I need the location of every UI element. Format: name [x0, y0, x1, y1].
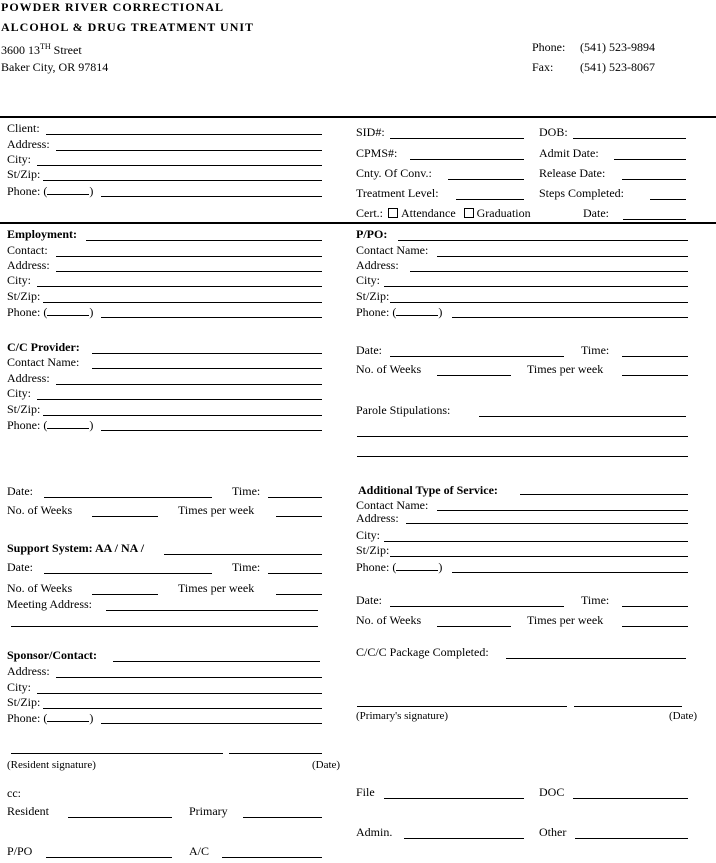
additional-weeks-field[interactable]: [437, 626, 511, 627]
support-time-field[interactable]: [268, 573, 322, 574]
client-phone-field[interactable]: [101, 196, 322, 197]
employment-city-field[interactable]: [37, 286, 322, 287]
treatment-level-field[interactable]: [456, 199, 524, 200]
additional-date-field[interactable]: [390, 606, 564, 607]
client-phone-label: Phone: ( ): [7, 184, 94, 198]
additional-address-field[interactable]: [406, 523, 688, 524]
doc-copy-label: DOC: [539, 785, 565, 799]
additional-time-label: Time:: [581, 593, 610, 607]
cc-address-field[interactable]: [56, 384, 322, 385]
employment-contact-label: Contact:: [7, 243, 48, 257]
employment-city-label: City:: [7, 273, 32, 287]
resident-copy-label: Resident: [7, 804, 49, 818]
city-state-zip: Baker City, OR 97814: [1, 60, 109, 74]
cert-row: Cert.: Attendance Graduation: [356, 206, 531, 220]
resident-date-line[interactable]: [229, 753, 322, 754]
client-address-field[interactable]: [56, 150, 322, 151]
additional-contact-label: Contact Name:: [356, 498, 429, 512]
phone-number: (541) 523-9894: [580, 40, 655, 54]
cpms-label: CPMS#:: [356, 146, 398, 160]
release-date-field[interactable]: [622, 179, 686, 180]
cc-provider-field[interactable]: [92, 353, 322, 354]
phone-label: Phone:: [532, 40, 566, 54]
support-time-label: Time:: [232, 560, 261, 574]
cc-provider-title: C/C Provider:: [7, 340, 80, 354]
ppo-times-field[interactable]: [622, 375, 688, 376]
other-copy-field[interactable]: [575, 838, 688, 839]
admin-copy-field[interactable]: [404, 838, 524, 839]
cpms-field[interactable]: [410, 159, 524, 160]
cc-address-label: Address:: [7, 371, 50, 385]
cc-times-field[interactable]: [276, 516, 322, 517]
primary-date-line[interactable]: [574, 706, 682, 707]
ppo-stzip-field[interactable]: [390, 302, 688, 303]
sponsor-address-label: Address:: [7, 664, 50, 678]
additional-city-label: City:: [356, 528, 381, 542]
graduation-checkbox[interactable]: [464, 208, 474, 218]
client-field[interactable]: [46, 134, 322, 135]
primary-copy-field[interactable]: [243, 817, 322, 818]
sponsor-city-label: City:: [7, 680, 32, 694]
additional-city-field[interactable]: [384, 541, 688, 542]
fax-label: Fax:: [532, 60, 554, 74]
client-city-field[interactable]: [37, 165, 322, 166]
parole-field-1[interactable]: [479, 416, 686, 417]
ppo-contact-label: Contact Name:: [356, 243, 429, 257]
ppo-stzip-label: St/Zip:: [356, 289, 390, 303]
sponsor-stzip-label: St/Zip:: [7, 695, 41, 709]
ppo-time-field[interactable]: [622, 356, 688, 357]
support-weeks-label: No. of Weeks: [7, 581, 73, 595]
meeting-address-field[interactable]: [106, 610, 318, 611]
ppo-address-field[interactable]: [410, 271, 688, 272]
employment-stzip-field[interactable]: [43, 302, 322, 303]
county-field[interactable]: [448, 179, 524, 180]
ppo-copy-field[interactable]: [46, 857, 172, 858]
steps-completed-label: Steps Completed:: [539, 186, 624, 200]
cc-date-label: Date:: [7, 484, 33, 498]
cc-date-field[interactable]: [44, 497, 212, 498]
employment-address-label: Address:: [7, 258, 50, 272]
ppo-city-field[interactable]: [384, 286, 688, 287]
additional-stzip-label: St/Zip:: [356, 543, 390, 557]
unit-name: ALCOHOL & DRUG TREATMENT UNIT: [1, 20, 255, 34]
parole-label: Parole Stipulations:: [356, 403, 451, 417]
sponsor-address-field[interactable]: [56, 677, 322, 678]
client-address-label: Address:: [7, 137, 50, 151]
ppo-city-label: City:: [356, 273, 381, 287]
client-city-label: City:: [7, 152, 32, 166]
dob-field[interactable]: [573, 138, 686, 139]
ppo-weeks-label: No. of Weeks: [356, 362, 422, 376]
ppo-field[interactable]: [398, 240, 688, 241]
sponsor-stzip-field[interactable]: [43, 708, 322, 709]
doc-copy-field[interactable]: [573, 798, 688, 799]
ppo-weeks-field[interactable]: [437, 375, 511, 376]
cc-weeks-label: No. of Weeks: [7, 503, 73, 517]
ppo-phone-label: Phone: ( ): [356, 305, 443, 319]
release-date-label: Release Date:: [539, 166, 606, 180]
ppo-date-field[interactable]: [390, 356, 564, 357]
sponsor-phone-field[interactable]: [101, 723, 322, 724]
additional-contact-field[interactable]: [437, 510, 688, 511]
support-times-label: Times per week: [178, 581, 255, 595]
cc-time-label: Time:: [232, 484, 261, 498]
cc-label: cc:: [7, 786, 21, 800]
street-address: 3600 13TH Street: [1, 42, 82, 57]
resident-copy-field[interactable]: [68, 817, 172, 818]
ppo-copy-label: P/PO: [7, 844, 33, 858]
additional-service-field[interactable]: [520, 494, 688, 495]
additional-address-label: Address:: [356, 511, 399, 525]
ppo-title: P/PO:: [356, 227, 388, 241]
package-label: C/C/C Package Completed:: [356, 645, 489, 659]
client-stzip-label: St/Zip:: [7, 167, 41, 181]
additional-phone-label: Phone: ( ): [356, 560, 443, 574]
cc-weeks-field[interactable]: [92, 516, 158, 517]
parole-field-3[interactable]: [357, 456, 688, 457]
client-stzip-field[interactable]: [43, 180, 322, 181]
dob-label: DOB:: [539, 125, 568, 139]
cc-contact-field[interactable]: [92, 368, 322, 369]
sponsor-title: Sponsor/Contact:: [7, 648, 98, 662]
support-weeks-field[interactable]: [92, 594, 158, 595]
file-copy-field[interactable]: [384, 798, 524, 799]
sponsor-field[interactable]: [113, 661, 320, 662]
sid-field[interactable]: [390, 138, 524, 139]
treatment-level-label: Treatment Level:: [356, 186, 439, 200]
cc-phone-field[interactable]: [101, 430, 322, 431]
employment-phone-label: Phone: ( ): [7, 305, 94, 319]
ac-copy-label: A/C: [189, 844, 210, 858]
ppo-phone-field[interactable]: [452, 317, 688, 318]
additional-date-label: Date:: [356, 593, 382, 607]
admit-date-field[interactable]: [614, 159, 686, 160]
cc-stzip-field[interactable]: [43, 415, 322, 416]
support-system-title: Support System: AA / NA /: [7, 541, 145, 555]
additional-weeks-label: No. of Weeks: [356, 613, 422, 627]
ac-copy-field[interactable]: [222, 857, 322, 858]
employment-phone-field[interactable]: [101, 317, 322, 318]
client-label: Client:: [7, 121, 40, 135]
additional-service-title: Additional Type of Service:: [358, 483, 498, 497]
cc-city-label: City:: [7, 386, 32, 400]
ppo-contact-field[interactable]: [437, 256, 688, 257]
primary-copy-label: Primary: [189, 804, 228, 818]
primary-signature-caption: (Primary's signature): [356, 710, 449, 722]
cert-date-field[interactable]: [623, 219, 686, 220]
other-copy-label: Other: [539, 825, 567, 839]
additional-stzip-field[interactable]: [390, 556, 688, 557]
ppo-address-label: Address:: [356, 258, 399, 272]
admin-copy-label: Admin.: [356, 825, 393, 839]
support-times-field[interactable]: [276, 594, 322, 595]
employment-stzip-label: St/Zip:: [7, 289, 41, 303]
attendance-checkbox[interactable]: [388, 208, 398, 218]
meeting-address-label: Meeting Address:: [7, 597, 92, 611]
support-system-field[interactable]: [164, 554, 322, 555]
employment-contact-field[interactable]: [56, 256, 322, 257]
additional-times-label: Times per week: [527, 613, 604, 627]
cc-phone-label: Phone: ( ): [7, 418, 94, 432]
parole-field-2[interactable]: [357, 436, 688, 437]
sponsor-city-field[interactable]: [37, 693, 322, 694]
header-divider: [0, 116, 716, 118]
steps-completed-field[interactable]: [650, 199, 686, 200]
file-copy-label: File: [356, 785, 375, 799]
resident-date-caption: (Date): [312, 759, 341, 771]
facility-name: POWDER RIVER CORRECTIONAL: [1, 0, 225, 14]
cert-date-label: Date:: [583, 206, 609, 220]
sid-label: SID#:: [356, 125, 385, 139]
employment-title: Employment:: [7, 227, 77, 241]
meeting-address-field-2[interactable]: [11, 626, 318, 627]
cc-contact-label: Contact Name:: [7, 355, 80, 369]
cc-city-field[interactable]: [37, 399, 322, 400]
ppo-time-label: Time:: [581, 343, 610, 357]
employment-address-field[interactable]: [56, 271, 322, 272]
ppo-times-label: Times per week: [527, 362, 604, 376]
employment-field[interactable]: [86, 240, 322, 241]
ppo-date-label: Date:: [356, 343, 382, 357]
resident-signature-caption: (Resident signature): [7, 759, 96, 771]
primary-signature-line[interactable]: [357, 706, 567, 707]
resident-signature-line[interactable]: [11, 753, 223, 754]
additional-time-field[interactable]: [622, 606, 688, 607]
support-date-field[interactable]: [44, 573, 212, 574]
sponsor-phone-label: Phone: ( ): [7, 711, 94, 725]
cc-stzip-label: St/Zip:: [7, 402, 41, 416]
section-divider: [0, 222, 716, 224]
additional-times-field[interactable]: [622, 626, 688, 627]
county-label: Cnty. Of Conv.:: [356, 166, 432, 180]
cc-times-label: Times per week: [178, 503, 255, 517]
package-field[interactable]: [506, 658, 686, 659]
admit-date-label: Admit Date:: [539, 146, 599, 160]
additional-phone-field[interactable]: [452, 572, 688, 573]
cc-time-field[interactable]: [268, 497, 322, 498]
support-date-label: Date:: [7, 560, 33, 574]
primary-date-caption: (Date): [669, 710, 698, 722]
fax-number: (541) 523-8067: [580, 60, 655, 74]
